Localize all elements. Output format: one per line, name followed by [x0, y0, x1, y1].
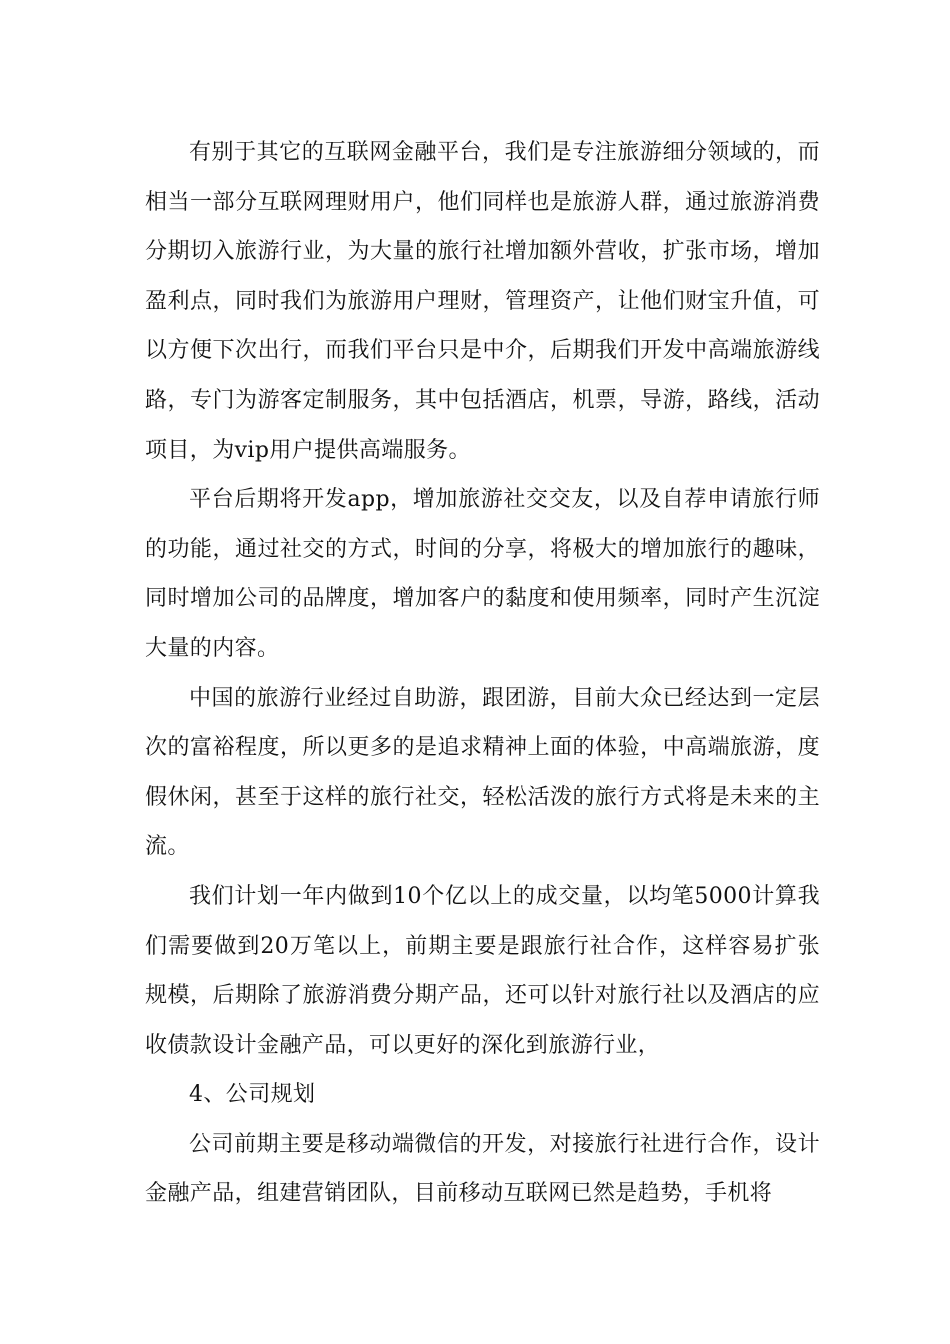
paragraph-travel-finance-focus: 有别于其它的互联网金融平台，我们是专注旅游细分领域的，而相当一部分互联网理财用户，他们同样也是旅游人群，通过旅游消费分期切入旅游行业，为大量的旅行社增加额外营收，扩张市场，增加盈利点，同时我们为旅游用户理财，管理资产，让他们财宝升值，可以方便下次出行，而我们平台只是中介，后期我们开发中高端旅游线路，专门为游客定制服务，其中包括酒店，机票，导游，路线，活动项目，为vip用户提供高端服务。 — [145, 140, 820, 463]
document-body — [145, 128, 820, 1219]
paragraph-transaction-plan: 我们计划一年内做到10个亿以上的成交量，以均笔5000计算我们需要做到20万笔以上，前期主要是跟旅行社合作，这样容易扩张规模，后期除了旅游消费分期产品，还可以针对旅行社以及酒店的应收债款设计金融产品，可以更好的深化到旅游行业， — [145, 883, 820, 1058]
paragraph-mobile-development: 公司前期主要是移动端微信的开发，对接旅行社进行合作，设计金融产品，组建营销团队，目前移动互联网已然是趋势，手机将 — [145, 1131, 820, 1207]
paragraph-app-development: 平台后期将开发app，增加旅游社交交友，以及自荐申请旅行师的功能，通过社交的方式，时间的分享，将极大的增加旅行的趣味，同时增加公司的品牌度，增加客户的黏度和使用频率，同时产生沉淀大量的内容。 — [145, 487, 820, 661]
section-heading-company-planning: 4、公司规划 — [189, 1082, 316, 1108]
paragraph-industry-trend: 中国的旅游行业经过自助游，跟团游，目前大众已经达到一定层次的富裕程度，所以更多的是追求精神上面的体验，中高端旅游，度假休闲，甚至于这样的旅行社交，轻松活泼的旅行方式将是未来的主流。 — [145, 685, 820, 860]
